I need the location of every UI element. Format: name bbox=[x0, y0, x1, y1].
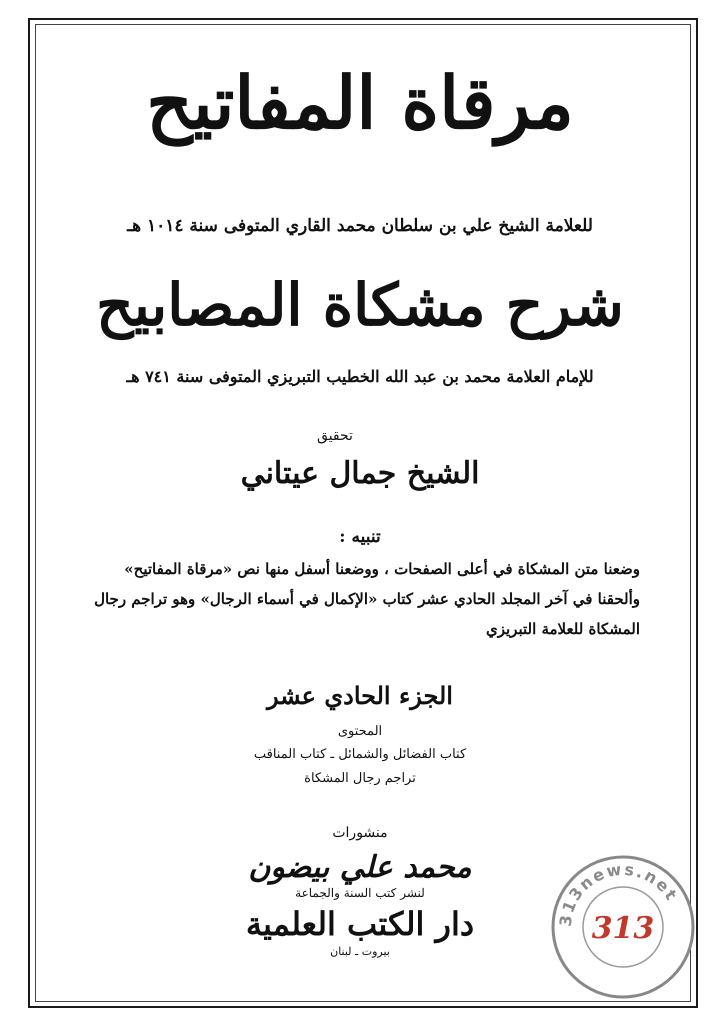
author-line: للعلامة الشيخ علي بن سلطان محمد القاري المتوفى سنة ١٠١٤ هـ bbox=[127, 216, 593, 236]
publisher-name: محمد علي بيضون bbox=[248, 850, 472, 885]
publisher-house: دار الكتب العلمية bbox=[245, 905, 475, 943]
notice-text: وضعنا متن المشكاة في أعلى الصفحات ، ووضعنا أسفل منها نص «مرقاة المفاتيح» وألحقنا في آخر المجلد الحادي عشر كتاب «الإكمال في أسماء الرجال» وهو تراجم رجال المشكاة للعلامة التبريزي bbox=[94, 560, 640, 638]
volume-label: الجزء الحادي عشر bbox=[267, 681, 453, 710]
publisher-city: بيروت ـ لبنان bbox=[330, 945, 390, 958]
publications-label: منشورات bbox=[332, 825, 388, 841]
watermark-stamp bbox=[548, 852, 698, 1002]
notice-label: تنبيه : bbox=[339, 527, 381, 547]
original-author-line: للإمام العلامة محمد بن عبد الله الخطيب التبريزي المتوفى سنة ٧٤١ هـ bbox=[126, 367, 594, 386]
tahqiq-label: تحقيق bbox=[317, 428, 353, 444]
publisher-subtitle: لنشر كتب السنة والجماعة bbox=[295, 886, 425, 900]
book-subtitle: شرح مشكاة المصابيح bbox=[96, 271, 624, 339]
contents-label: المحتوى bbox=[337, 724, 383, 739]
contents-item: تراجم رجال المشكاة bbox=[304, 771, 416, 786]
editor-name: الشيخ جمال عيتاني bbox=[240, 456, 480, 491]
watermark-ring-text: 313news.net bbox=[555, 859, 682, 928]
book-title: مرقاة المفاتيح bbox=[146, 60, 574, 145]
contents-item: كتاب الفضائل والشمائل ـ كتاب المناقب bbox=[253, 747, 467, 762]
watermark-center-text: 313 bbox=[591, 911, 655, 946]
